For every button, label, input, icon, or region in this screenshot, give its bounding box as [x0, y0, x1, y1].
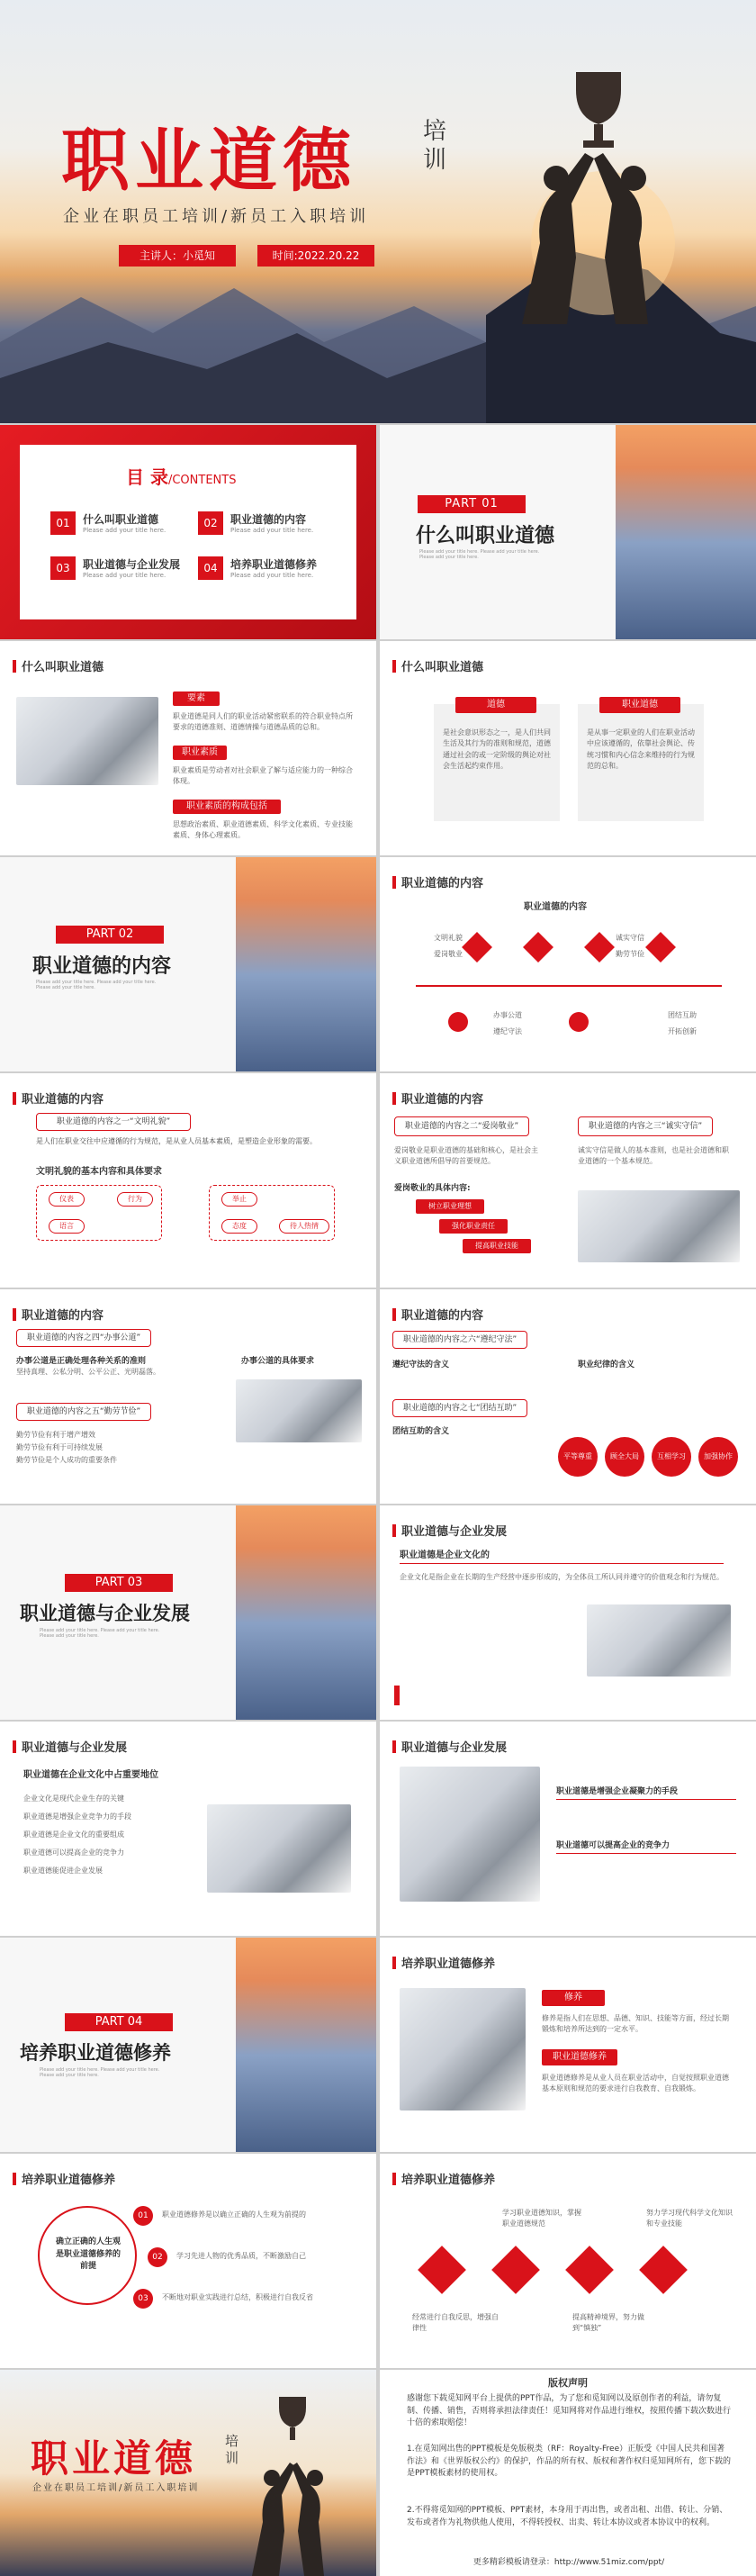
toc-sub: Please add your title here.	[230, 527, 314, 534]
card-title: 职业道德	[599, 697, 680, 713]
toc-sub: Please add your title here.	[230, 572, 314, 579]
item-text: 不断地对职业实践进行总结，积极进行自我反省	[162, 2293, 313, 2301]
sub-head: 文明礼貌的基本内容和具体要求	[36, 1167, 162, 1177]
part-02-slide	[0, 857, 376, 1071]
circle-icon	[448, 1012, 468, 1032]
pill: 举止	[221, 1192, 257, 1207]
pill: 语言	[49, 1219, 85, 1234]
circle-icon	[569, 1012, 589, 1032]
part-label: PART 04	[65, 2013, 173, 2031]
pill: 强化职业责任	[439, 1219, 508, 1234]
sub-head: 爱岗敬业的具体内容:	[394, 1184, 471, 1193]
dev-1-slide	[380, 1505, 756, 1720]
toc-card	[20, 445, 356, 619]
copyright-link[interactable]: 更多精彩模板请登录：http://www.51miz.com/ppt/	[472, 2558, 665, 2567]
card-1	[434, 700, 560, 821]
section-head: 职业道德是企业文化的	[400, 1550, 490, 1560]
label-pill: 职业素质	[173, 746, 227, 760]
slide-tag: 职业道德与企业发展	[13, 1738, 127, 1755]
section-text: 修养是指人们在思想、品德、知识、技能等方面，经过长期锻炼和培养所达到的一定水平。	[542, 2014, 729, 2034]
diamond-icon	[639, 2246, 688, 2294]
sub-head: 团结互助的含义	[392, 1427, 450, 1436]
diamond-icon	[462, 932, 492, 963]
toc-item-1[interactable]	[50, 511, 166, 535]
copyright-slide	[380, 2370, 756, 2576]
section-text: 是人们在职业交往中应遵循的行为规范，是从业人员基本素质，是塑造企业形象的需要。	[36, 1137, 317, 1145]
laptop-photo	[236, 1379, 362, 1442]
center-circle	[38, 2206, 137, 2305]
toc-heading: 目 录/CONTENTS	[126, 466, 237, 488]
dev-2-slide	[0, 1722, 376, 1936]
copyright-title: 版权声明	[548, 2377, 588, 2389]
section-head: 职业道德的内容之五“勤劳节俭”	[16, 1403, 151, 1421]
card-title: 道德	[455, 697, 536, 713]
cover-subtitle: 企业在职员工培训/新员工入职培训	[63, 207, 370, 226]
part-subtext: Please add your title here. Please add your title here. Please add your title here.	[40, 1628, 160, 1639]
slide-tag: 职业道德的内容	[392, 1306, 483, 1323]
value-circle: 互相学习	[652, 1437, 691, 1477]
label-pill: 修养	[542, 1990, 605, 2006]
pill: 待人热情	[279, 1219, 329, 1234]
label-pill: 职业素质的构成包括	[173, 800, 281, 814]
part-04-slide	[0, 1938, 376, 2152]
section-text: 职业道德修养是从业人员在职业活动中，自觉按照职业道德基本原则和规范的要求进行自我教育、自我锻炼。	[542, 2074, 729, 2093]
diamond-icon	[491, 2246, 540, 2294]
toc-sub: Please add your title here.	[83, 527, 166, 534]
item-label: 团结互助	[668, 1011, 697, 1019]
slide-tag: 培养职业道德修养	[13, 2170, 115, 2187]
closing-title: 职业道德	[31, 2436, 197, 2481]
toc-item-2[interactable]	[198, 511, 313, 535]
center-text: 确立正确的人生观是职业道德修养的前提	[55, 2237, 121, 2271]
cover-title: 职业道德	[61, 121, 356, 201]
section-head: 职业道德的内容之二“爱岗敬业”	[394, 1116, 529, 1136]
bullet: 企业文化是现代企业生存的关键	[23, 1794, 124, 1803]
item-text: 提高精神境界，努力做到“慎独”	[572, 2313, 644, 2333]
closing-subtitle: 企业在职员工培训/新员工入职培训	[32, 2483, 200, 2493]
diamond-icon	[565, 2246, 614, 2294]
slide-tag: 什么叫职业道德	[392, 657, 483, 674]
section-text: 企业文化是指企业在长期的生产经营中逐步形成的，为全体员工所认同并遵守的价值观念和行为规范。	[400, 1573, 724, 1581]
text-block: 职业素质是劳动者对社会职业了解与适应能力的一种综合体现。	[173, 766, 353, 786]
climbers-trophy-icon	[225, 2388, 360, 2576]
content-overview-slide	[380, 857, 756, 1071]
pill: 树立职业理想	[416, 1199, 484, 1214]
toc-slide	[0, 425, 376, 639]
slide-tag: 职业道德的内容	[13, 1089, 104, 1107]
part-03-slide	[0, 1505, 376, 1720]
content-2-slide	[380, 1073, 756, 1288]
desk-photo	[578, 1190, 740, 1262]
head-underline	[400, 1563, 724, 1564]
num-circle: 02	[148, 2247, 167, 2267]
keyboard-photo	[400, 1767, 540, 1902]
city-photo	[616, 425, 756, 639]
item-label: 文明礼貌	[434, 934, 463, 942]
speaker-badge: 主讲人：小觅知	[119, 245, 236, 267]
slide-tag: 职业道德的内容	[392, 1089, 483, 1107]
bullet: 职业道德可以提高企业的竞争力	[23, 1848, 124, 1857]
bullet: 职业道德能促进企业发展	[23, 1866, 103, 1875]
toc-title: 职业道德与企业发展	[83, 558, 181, 571]
bullet: 勤劳节俭有利于增产增效	[16, 1431, 95, 1439]
pill: 仪表	[49, 1192, 85, 1207]
writing-photo	[400, 1988, 526, 2111]
item-text: 学习先进人物的优秀品质，不断激励自己	[176, 2252, 306, 2260]
section-head: 职业道德可以提高企业的竞争力	[556, 1841, 670, 1850]
item-label: 勤劳节俭	[616, 950, 644, 958]
content-3-slide	[0, 1289, 376, 1504]
head-underline	[556, 1853, 736, 1854]
toc-title: 什么叫职业道德	[83, 513, 159, 526]
part-label: PART 03	[65, 1574, 173, 1592]
toc-sub: Please add your title here.	[83, 572, 166, 579]
meeting-photo	[587, 1604, 731, 1677]
toc-title: 职业道德的内容	[230, 513, 307, 526]
cultivate-2-slide	[0, 2154, 376, 2368]
slide-tag: 培养职业道德修养	[392, 2170, 495, 2187]
diamond-icon	[584, 932, 615, 963]
what-is-2-slide	[380, 641, 756, 855]
section-head: 职业道德的内容之七“团结互助”	[392, 1399, 527, 1417]
item-text: 职业道德修养是以确立正确的人生观为前提的	[162, 2210, 306, 2219]
date-badge: 时间:2022.20.22	[257, 245, 374, 267]
text-block: 思想政治素质、职业道德素质、科学文化素质、专业技能素质、身体心理素质。	[173, 820, 353, 840]
sub-head: 遵纪守法的含义	[392, 1360, 450, 1369]
card-text: 是从事一定职业的人们在职业活动中应该遵循的，依靠社会舆论、传统习惯和内心信念来维持的行为规范的总和。	[587, 728, 695, 771]
head-underline	[556, 1799, 736, 1800]
sub-head: 办事公道是正确处理各种关系的准则	[16, 1357, 147, 1366]
city-photo	[236, 857, 376, 1071]
city-photo	[236, 1938, 376, 2152]
bullet: 职业道德是企业文化的重要组成	[23, 1830, 124, 1839]
slide-tag: 什么叫职业道德	[13, 657, 104, 674]
copyright-p2: 2.不得将觅知网的PPT模板、PPT素材，本身用于再出售，或者出租、出借、转让、分销、发布或者作为礼物供他人使用，不得转授权、出卖、转让本协议或者本协议中的权利。	[407, 2506, 728, 2527]
part-title: 什么叫职业道德	[416, 525, 555, 547]
office-photo	[16, 697, 158, 785]
section-text: 诚实守信是做人的基本准则，也是社会道德和职业道德的一个基本规范。	[578, 1146, 729, 1166]
pill: 提高职业技能	[463, 1239, 531, 1253]
bullet: 勤劳节俭有利于可持续发展	[16, 1443, 103, 1451]
what-is-slide	[0, 641, 376, 855]
slide-tag: 职业道德与企业发展	[392, 1522, 507, 1539]
timeline-line	[416, 985, 722, 987]
closing-title-side: 培训	[225, 2433, 239, 2466]
item-label: 遵纪守法	[493, 1027, 522, 1035]
red-corner	[394, 1686, 400, 1705]
value-circle: 平等尊重	[558, 1437, 598, 1477]
label-pill: 职业道德修养	[542, 2049, 617, 2065]
pill: 态度	[221, 1219, 257, 1234]
section-text: 坚持真理、公私分明、公平公正、光明磊落。	[16, 1368, 160, 1376]
slide-tag: 培养职业道德修养	[392, 1954, 495, 1971]
part-title: 培养职业道德修养	[20, 2042, 171, 2064]
item-text: 经常进行自我反思，增强自律性	[412, 2313, 499, 2333]
num-circle: 01	[133, 2206, 153, 2226]
toc-num: 02	[198, 511, 223, 535]
laptop-photo	[207, 1804, 351, 1893]
part-label: PART 01	[418, 495, 526, 513]
text-block: 职业道德是同人们的职业活动紧密联系的符合职业特点所要求的道德准则、道德情操与道德品质的总和。	[173, 712, 353, 732]
item-label: 诚实守信	[616, 934, 644, 942]
climbers-trophy-icon	[468, 54, 720, 324]
closing-slide	[0, 2370, 376, 2576]
section-head: 职业道德在企业文化中占重要地位	[23, 1770, 158, 1780]
sub-head: 办事公道的具体要求	[241, 1357, 315, 1366]
bullet: 职业道德是增强企业竞争力的手段	[23, 1812, 131, 1821]
item-label: 开拓创新	[668, 1027, 697, 1035]
part-subtext: Please add your title here. Please add your title here. Please add your title here.	[36, 980, 157, 990]
cover-slide	[0, 0, 756, 423]
center-title: 职业道德的内容	[524, 902, 587, 912]
num-circle: 03	[133, 2289, 153, 2309]
cover-title-side: 培训	[423, 118, 447, 174]
toc-title: 培养职业道德修养	[230, 558, 318, 571]
label-pill: 要素	[173, 691, 220, 706]
content-4-slide	[380, 1289, 756, 1504]
cultivate-1-slide	[380, 1938, 756, 2152]
city-photo	[236, 1505, 376, 1720]
diamond-icon	[645, 932, 676, 963]
part-subtext: Please add your title here. Please add your title here. Please add your title here.	[419, 549, 540, 560]
part-subtext: Please add your title here. Please add your title here. Please add your title here.	[40, 2067, 160, 2078]
section-head: 职业道德的内容之四“办事公道”	[16, 1329, 151, 1347]
diamond-icon	[523, 932, 554, 963]
section-head: 职业道德是增强企业凝聚力的手段	[556, 1787, 679, 1796]
sub-head: 职业纪律的含义	[578, 1360, 635, 1369]
item-label: 办事公道	[493, 1011, 522, 1019]
value-circle: 加强协作	[698, 1437, 738, 1477]
card-2	[578, 700, 704, 821]
part-title: 职业道德的内容	[32, 955, 172, 978]
section-text: 爱岗敬业是职业道德的基础和核心，是社会主义职业道德所倡导的首要规范。	[394, 1146, 538, 1166]
section-head: 职业道德的内容之三“诚实守信”	[578, 1116, 713, 1136]
part-label: PART 02	[56, 926, 164, 944]
diamond-icon	[418, 2246, 466, 2294]
toc-num: 01	[50, 511, 76, 535]
section-head: 职业道德的内容之一“文明礼貌”	[36, 1113, 191, 1131]
part-01-slide	[380, 425, 756, 639]
slide-tag: 职业道德与企业发展	[392, 1738, 507, 1755]
toc-item-4[interactable]	[198, 556, 317, 580]
toc-item-3[interactable]	[50, 556, 180, 580]
item-text: 学习职业道德知识，掌握职业道德规范	[502, 2209, 581, 2228]
copyright-text: 感谢您下载觅知网平台上提供的PPT作品，为了您和觅知网以及原创作者的利益，请勿复制、传播、销售，否则将承担法律责任！觅知网将对作品进行维权，按照传播下载次数进行十倍的索取赔偿！	[407, 2394, 732, 2427]
toc-num: 04	[198, 556, 223, 580]
copyright-p1: 1.在觅知网出售的PPT模板是免版税类（RF：Royalty-Free）正版受《中国人民共和国著作法》和《世界版权公约》的保护，作品的所有权、版权和著作权归觅知网所有，您下载的是PPT模板素材的使用权。	[407, 2445, 732, 2478]
cultivate-3-slide	[380, 2154, 756, 2368]
bullet: 勤劳节俭是个人成功的重要条件	[16, 1456, 117, 1464]
pill: 行为	[117, 1192, 153, 1207]
item-text: 努力学习现代科学文化知识和专业技能	[646, 2209, 733, 2228]
part-title: 职业道德与企业发展	[20, 1603, 190, 1624]
section-head: 职业道德的内容之六“遵纪守法”	[392, 1331, 527, 1349]
dev-3-slide	[380, 1722, 756, 1936]
item-label: 爱岗敬业	[434, 950, 463, 958]
value-circle: 顾全大局	[605, 1437, 644, 1477]
card-text: 是社会意识形态之一，是人们共同生活及其行为的准则和规范，道德通过社会的或一定阶级的舆论对社会生活起约束作用。	[443, 728, 551, 771]
slide-tag: 职业道德的内容	[392, 873, 483, 890]
toc-num: 03	[50, 556, 76, 580]
content-1-slide	[0, 1073, 376, 1288]
slide-tag: 职业道德的内容	[13, 1306, 104, 1323]
